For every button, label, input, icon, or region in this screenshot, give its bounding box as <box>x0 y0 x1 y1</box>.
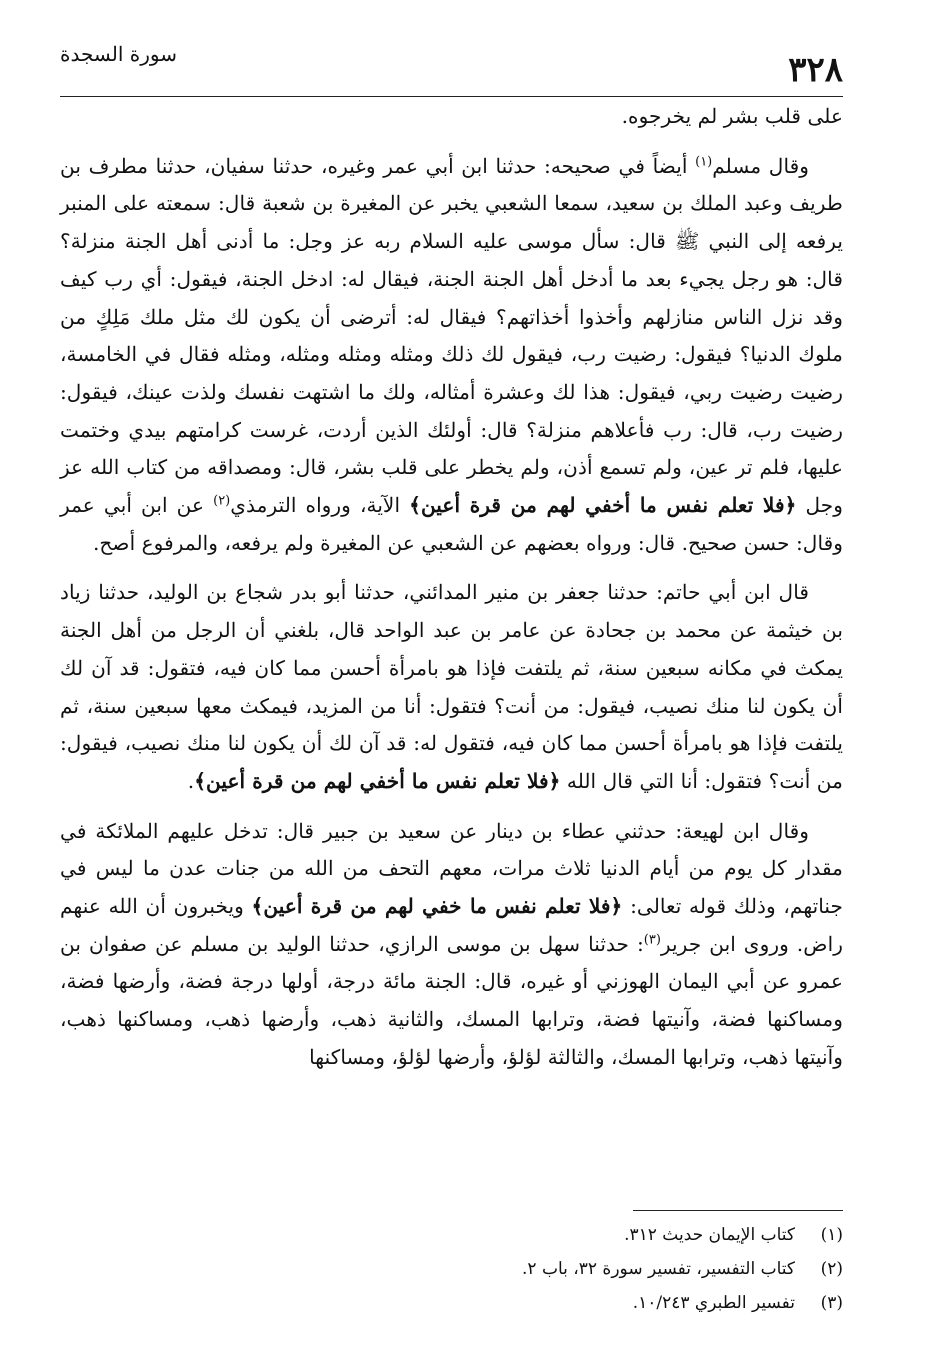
quran-quote-2: ﴿فلا تعلم نفس ما أخفي لهم من قرة أعين﴾ <box>194 768 561 793</box>
page-header <box>60 38 843 97</box>
footnotes <box>60 1218 843 1320</box>
quran-quote-3: ﴿فلا تعلم نفس ما خفي لهم من قرة أعين﴾ <box>251 894 623 919</box>
paragraph-2 <box>60 148 843 563</box>
paragraph-4 <box>60 813 843 1077</box>
paragraph-2-text-b: أيضاً في صحيحه: حدثنا ابن أبي عمر وغيره، حدثنا سفيان، حدثنا مطرف بن طريف وعبد الملك بن سعيد، سمعا الشعبي يخبر عن المغيرة بن شعبة قال: سمعته على المنبر يرفعه إلى النبي ﷺ قال: سأل موسى عليه السلام ربه عز وجل: ما أدنى أهل الجنة منزلة؟ قال: هو رجل يجيء بعد ما أدخل أهل الجنة الجنة، فيقال له: ادخل الجنة، فيقول: أي رب كيف وقد نزل الناس منازلهم وأخذوا أخذاتهم؟ فيقال له: أترضى أن يكون لك مثل ملك مَلِكٍ من ملوك الدنيا؟ فيقول: رضيت رب، فيقول لك ذلك ومثله ومثله ومثله، ومثله فقال في الخامسة، رضيت رضيت ربي، فيقول: هذا لك وعشرة أمثاله، ولك ما اشتهت نفسك ولذت عينك، فيقول: رضيت رب، قال: رب فأعلاهم منزلة؟ قال: أولئك الذين أردت، غرست كرامتهم بيدي وختمت عليها، فلم تر عين، ولم تسمع أذن، ولم يخطر على قلب بشر، قال: ومصداقه من كتاب الله عز وجل <box>60 153 843 518</box>
footnote-text: كتاب الإيمان حديث ٣١٢. <box>624 1225 795 1245</box>
page-number: ٣٢٨ <box>788 50 843 90</box>
paragraph-4-text-c: : حدثنا سهل بن موسى الرازي، حدثنا الوليد بن مسلم عن صفوان بن عمرو عن أبي اليمان الهوزني أو غيره، قال: الجنة مائة درجة، أولها درجة فضة، وأرضها فضة، ومساكنها فضة، وآنيتها فضة، وترابها المسك، والثانية ذهب، وأرضها ذهب، ومساكنها ذهب، وآنيتها ذهب، وترابها المسك، والثالثة لؤلؤ، وأرضها لؤلؤ، ومساكنها <box>60 931 843 1069</box>
footnote-1 <box>60 1218 843 1252</box>
footnote-number: (٣) <box>820 1293 843 1313</box>
paragraph-3-text-a: قال ابن أبي حاتم: حدثنا جعفر بن منير المدائني، حدثنا أبو بدر شجاع بن الوليد، حدثنا زياد بن خيثمة عن محمد بن جحادة عن عامر بن عبد الواحد قال، بلغني أن الرجل من أهل الجنة يمكث في مكانه سبعين سنة، ثم يلتفت فإذا هو بامرأة أحسن مما كان فيه، فتقول: قد آن لك أن يكون لنا منك نصيب، فيقول: من أنت؟ فتقول: أنا من المزيد، فيمكث معها سبعين سنة، ثم يلتفت فإذا هو بامرأة أحسن مما كان فيه، فتقول له: قد آن لك أن يكون لنا منك نصيب، فيقول: من أنت؟ فتقول: أنا التي قال الله <box>60 580 843 793</box>
paragraph-1-text: على قلب بشر لم يخرجوه. <box>621 104 843 128</box>
quran-quote-1: ﴿فلا تعلم نفس ما أخفي لهم من قرة أعين﴾ <box>409 493 797 518</box>
paragraph-2-text-c: الآية، ورواه الترمذي <box>230 493 410 518</box>
footnote-marker-3: (٣) <box>643 932 661 948</box>
paragraph-3 <box>60 574 843 800</box>
paragraph-2-text-a: وقال مسلم <box>712 153 810 178</box>
footnote-divider <box>633 1210 843 1211</box>
footnote-marker-1: (١) <box>695 153 713 169</box>
paragraph-4-text-b: ويخبرون أن الله عنهم راض. وروى ابن جرير <box>60 894 843 956</box>
footnote-number: (٢) <box>820 1259 843 1279</box>
footnote-marker-2: (٢) <box>213 493 231 509</box>
main-text <box>60 98 843 1077</box>
paragraph-2-text-d: عن ابن أبي عمر وقال: حسن صحيح. قال: ورواه بعضهم عن الشعبي عن المغيرة ولم يرفعه، والمرفوع أصح. <box>60 493 843 555</box>
paragraph-3-text-b: . <box>187 768 195 793</box>
paragraph-4-text-a: وقال ابن لهيعة: حدثني عطاء بن دينار عن سعيد بن جبير قال: تدخل عليهم الملائكة في مقدار كل يوم من أيام الدنيا ثلاث مرات، معهم التحف من الله من جنات عدن ما ليس في جناتهم، وذلك قوله تعالى: <box>60 818 843 919</box>
footnote-text: كتاب التفسير، تفسير سورة ٣٢، باب ٢. <box>522 1259 795 1279</box>
footnote-number: (١) <box>820 1225 843 1245</box>
footnote-3 <box>60 1286 843 1320</box>
paragraph-1 <box>60 98 843 136</box>
footnote-2 <box>60 1252 843 1286</box>
surah-title: سورة السجدة <box>60 42 177 66</box>
footnote-text: تفسير الطبري ١٠/٢٤٣. <box>632 1293 795 1313</box>
